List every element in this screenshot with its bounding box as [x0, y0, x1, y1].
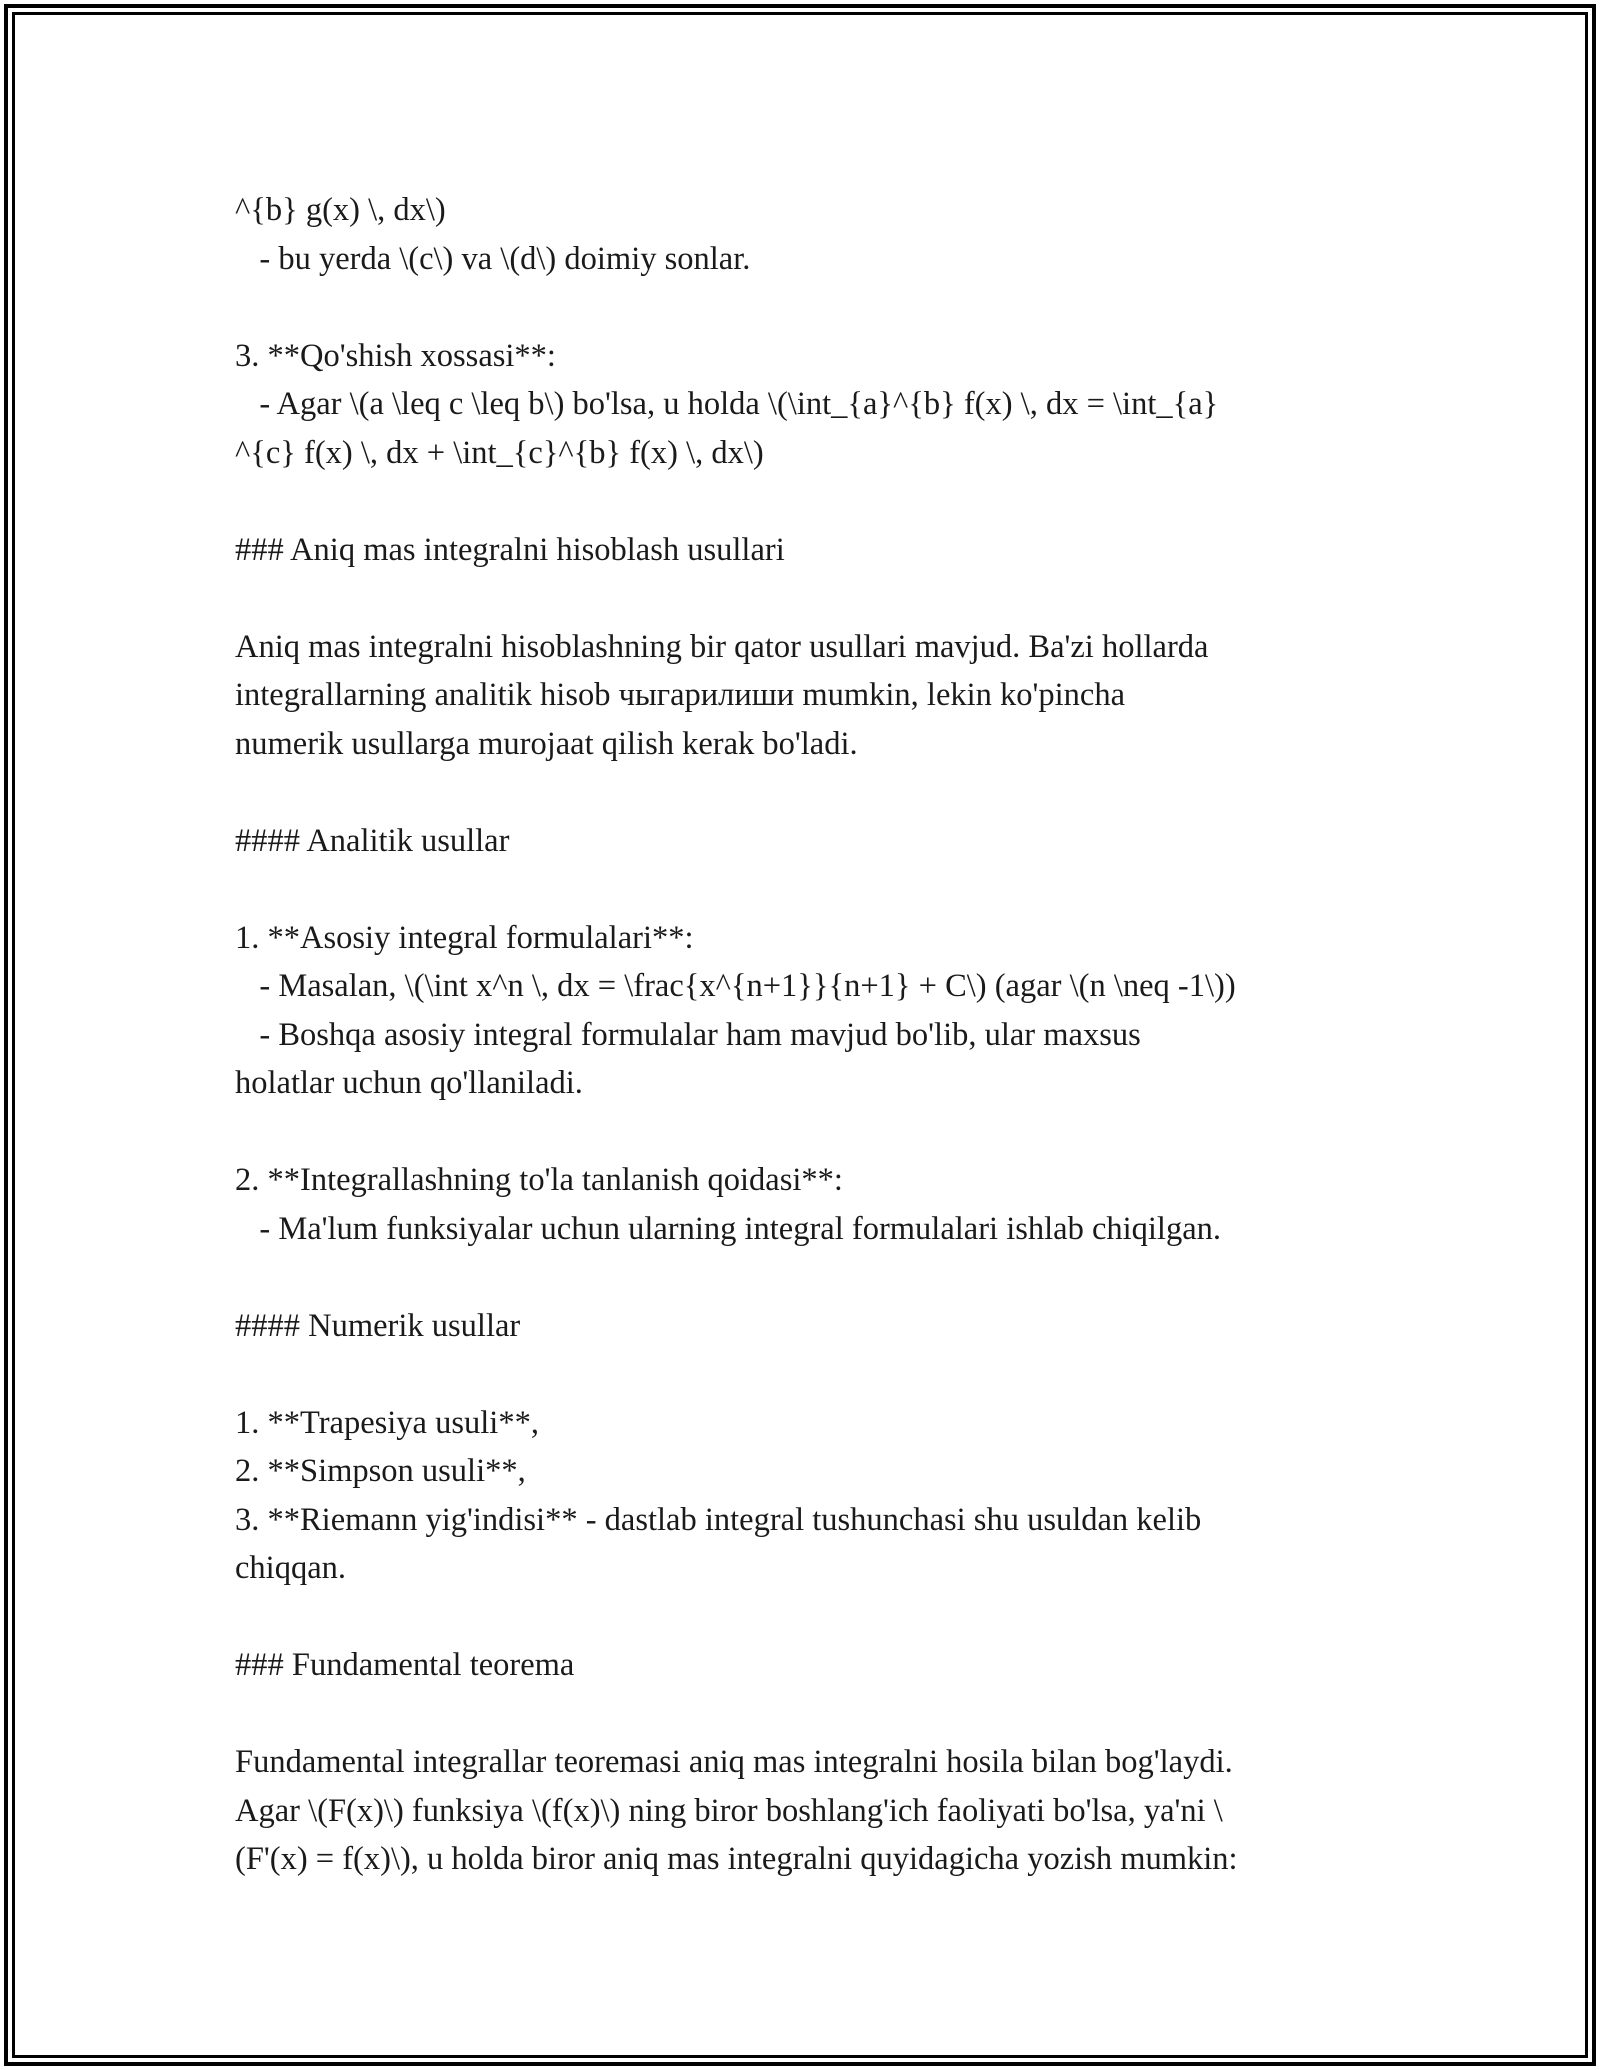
text-line: - bu yerda \(c\) va \(d\) doimiy sonlar. — [235, 240, 751, 277]
blank-line — [235, 865, 1395, 914]
blank-line — [235, 283, 1395, 332]
blank-line — [235, 1690, 1395, 1739]
list-item: 1. **Trapesiya usuli**, — [235, 1404, 539, 1441]
list-item: 3. **Riemann yig'indisi** - dastlab integral tushunchasi shu usuldan kelib — [235, 1501, 1202, 1538]
text-line: holatlar uchun qo'llaniladi. — [235, 1065, 583, 1101]
list-item: 2. **Simpson usuli**, — [235, 1453, 526, 1489]
blank-line — [235, 1253, 1395, 1302]
text-line: - Agar \(a \leq c \leq b\) bo'lsa, u holda \(\int_{a}^{b} f(x) \, dx = \int_{a} — [235, 386, 1219, 422]
blank-line — [235, 1593, 1395, 1642]
text-line: ^{b} g(x) \, dx\) — [235, 192, 446, 228]
paragraph-line: Aniq mas integralni hisoblashning bir qator usullari mavjud. Ba'zi hollarda — [235, 628, 1209, 665]
blank-line — [235, 574, 1395, 623]
blank-line — [235, 1108, 1395, 1157]
subsection-heading: #### Numerik usullar — [235, 1307, 521, 1344]
blank-line — [235, 768, 1395, 817]
paragraph-line: Agar \(F(x)\) funksiya \(f(x)\) ning biror boshlang'ich faoliyati bo'lsa, ya'ni \ — [235, 1792, 1223, 1829]
text-line: chiqqan. — [235, 1550, 347, 1586]
list-item-heading: 2. **Integrallashning to'la tanlanish qoidasi**: — [235, 1162, 843, 1198]
paragraph-line: (F'(x) = f(x)\), u holda biror aniq mas integralni quyidagicha yozish mumkin: — [235, 1841, 1238, 1877]
document-body — [235, 186, 1395, 1884]
list-item-heading: 3. **Qo'shish xossasi**: — [235, 337, 556, 374]
list-item-heading: 1. **Asosiy integral formulalari**: — [235, 919, 694, 956]
paragraph-line: numerik usullarga murojaat qilish kerak bo'ladi. — [235, 725, 858, 762]
blank-line — [235, 477, 1395, 526]
text-line: - Masalan, \(\int x^n \, dx = \frac{x^{n+1}}{n+1} + C\) (agar \(n \neq -1\)) — [235, 968, 1236, 1004]
blank-line — [235, 1350, 1395, 1399]
text-line: - Ma'lum funksiyalar uchun ularning integral formulalari ishlab chiqilgan. — [235, 1210, 1222, 1247]
section-heading: ### Fundamental teorema — [235, 1647, 575, 1683]
paragraph-line: integrallarning analitik hisob чыгарилиши mumkin, lekin ko'pincha — [235, 677, 1126, 713]
paragraph-line: Fundamental integrallar teoremasi aniq mas integralni hosila bilan bog'laydi. — [235, 1744, 1233, 1780]
text-line: ^{c} f(x) \, dx + \int_{c}^{b} f(x) \, dx\) — [235, 434, 764, 471]
text-line: - Boshqa asosiy integral formulalar ham mavjud bo'lib, ular maxsus — [235, 1016, 1141, 1053]
section-heading: ### Aniq mas integralni hisoblash usullari — [235, 531, 785, 568]
subsection-heading: #### Analitik usullar — [235, 822, 510, 859]
